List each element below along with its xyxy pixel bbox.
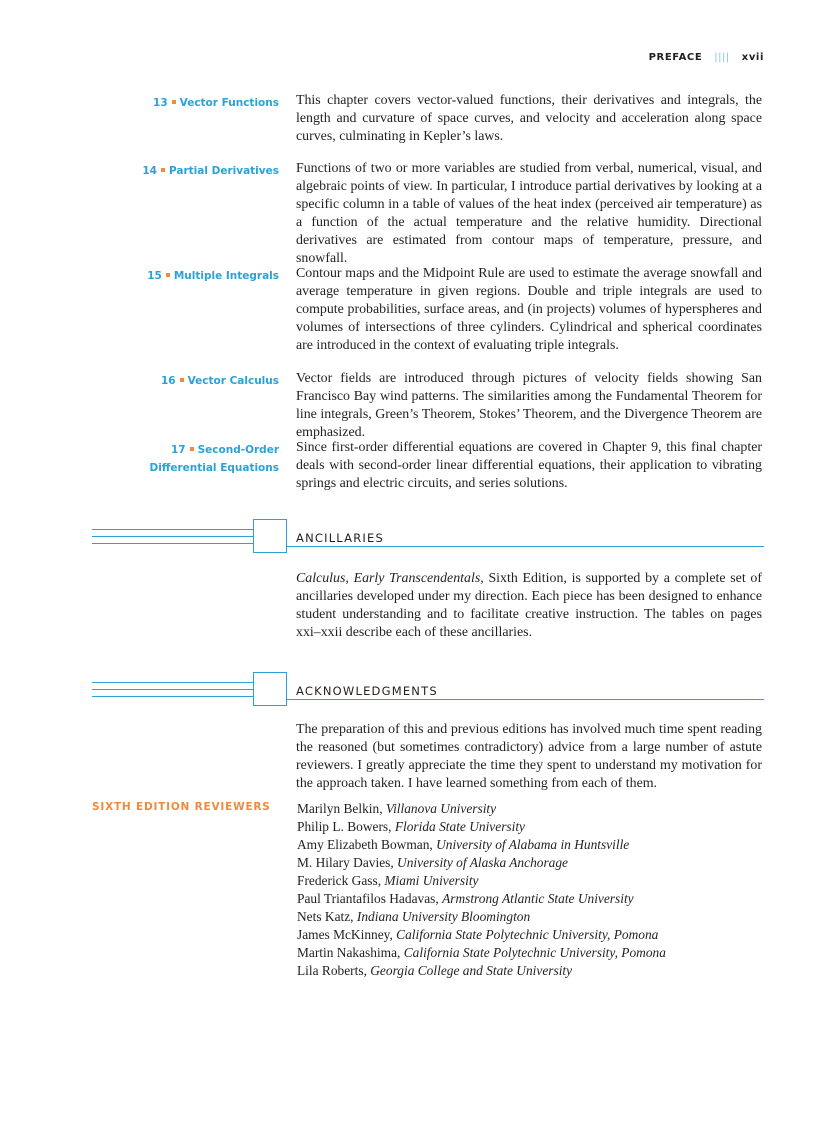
acknowledgments-section-head <box>0 672 816 716</box>
bullet-square-icon <box>166 273 170 277</box>
decorative-box <box>253 672 287 706</box>
reviewer-name: Lila Roberts, <box>297 963 371 978</box>
reviewer-affiliation: Florida State University <box>394 819 525 834</box>
reviewer-name: M. Hilary Davies, <box>297 855 398 870</box>
reviewer-entry <box>297 944 666 962</box>
bullet-square-icon <box>180 378 184 382</box>
chapter-number: 13 <box>153 97 168 109</box>
acknowledgments-paragraph: The preparation of this and previous editions has involved much time spent reading the reasoned (but sometimes contradictory) advice from a large number of astute reviewers. I greatly appreciate the time they spent to understand my motivation for the approach taken. I have learned something from each of them. <box>296 722 762 791</box>
reviewer-entry <box>297 800 666 818</box>
chapter-label <box>147 267 279 285</box>
section-title: ANCILLARIES <box>296 531 384 545</box>
ancillaries-text: Sixth Edition, is supported by a complete set of ancillaries developed under my direction. Each piece has been designed to enhance student understanding and to facilitate creative instruction. The tables on pages xxi–xxii describe each of these ancillaries. <box>296 571 762 640</box>
reviewer-name: Philip L. Bowers, <box>297 819 395 834</box>
reviewer-entry <box>297 818 666 836</box>
reviewer-name: Frederick Gass, <box>297 873 385 888</box>
reviewer-name: James McKinney, <box>297 927 397 942</box>
reviewer-name: Amy Elizabeth Bowman, <box>297 837 437 852</box>
section-title: ACKNOWLEDGMENTS <box>296 684 438 698</box>
chapter-title: Partial Derivatives <box>168 165 279 177</box>
chapter-label <box>142 162 279 180</box>
reviewer-affiliation: California State Polytechnic University, Pomona <box>403 945 666 960</box>
reviewer-name: Marilyn Belkin, <box>297 801 386 816</box>
heading-rule <box>286 699 764 700</box>
reviewer-entry <box>297 908 666 926</box>
bullet-square-icon <box>172 100 176 104</box>
decorative-rules <box>92 529 254 550</box>
chapter-description: Functions of two or more variables are studied from verbal, numerical, visual, and algebraic points of view. In particular, I introduce partial derivatives by looking at a specific column in a table of values of the heat index (perceived air temperature) as a function of the actual temperature and the relative humidity. Directional derivatives are estimated from contour maps of temperature, pressure, and snowfall. <box>296 161 762 266</box>
chapter-title: Multiple Integrals <box>173 270 279 282</box>
chapter-description: Since first-order differential equations are covered in Chapter 9, this final chapter deals with second-order linear differential equations, their application to vibrating springs and electric circuits, and series solutions. <box>296 440 762 491</box>
chapter-number: 15 <box>147 270 162 282</box>
header-bars-ornament: |||| <box>714 52 730 63</box>
reviewer-affiliation: California State Polytechnic University, Pomona <box>396 927 659 942</box>
chapter-label <box>161 372 279 390</box>
reviewer-affiliation: Villanova University <box>385 801 497 816</box>
reviewer-affiliation: Armstrong Atlantic State University <box>442 891 634 906</box>
chapter-label <box>150 441 279 477</box>
book-title: Calculus, Early Transcendentals, <box>296 571 484 586</box>
chapter-title-line2: Differential Equations <box>149 462 279 474</box>
chapter-description: This chapter covers vector-valued functions, their derivatives and integrals, the length and curvature of space curves, and velocity and acceleration along space curves, culminating in Kepler’s laws. <box>296 93 762 144</box>
chapter-number: 14 <box>142 165 157 177</box>
reviewer-name: Martin Nakashima, <box>297 945 404 960</box>
decorative-rules <box>92 682 254 703</box>
ancillaries-section-head <box>0 519 816 563</box>
chapter-label <box>153 94 279 112</box>
reviewer-name: Paul Triantafilos Hadavas, <box>297 891 443 906</box>
running-header <box>649 52 764 63</box>
chapter-title: Second-Order <box>197 444 279 456</box>
reviewer-affiliation: Miami University <box>384 873 479 888</box>
reviewer-affiliation: Georgia College and State University <box>370 963 573 978</box>
page-number: xvii <box>741 52 764 63</box>
chapter-title: Vector Calculus <box>187 375 279 387</box>
reviewer-entry <box>297 872 666 890</box>
chapter-description: Contour maps and the Midpoint Rule are used to estimate the average snowfall and average temperature in given regions. Double and triple integrals are used to compute probabilities, surface areas, and (in projects) volumes of hyperspheres and volumes of intersections of three cylinders. Cylindrical and spherical coordinates are introduced in the context of evaluating triple integrals. <box>296 266 762 353</box>
reviewers-label: SIXTH EDITION REVIEWERS <box>92 801 271 813</box>
heading-rule <box>286 546 764 547</box>
reviewer-entry <box>297 854 666 872</box>
decorative-box <box>253 519 287 553</box>
reviewer-name: Nets Katz, <box>297 909 357 924</box>
reviewer-entry <box>297 836 666 854</box>
chapter-number: 16 <box>160 375 176 387</box>
reviewer-list <box>297 800 666 980</box>
reviewer-entry <box>297 926 666 944</box>
reviewer-affiliation: University of Alabama in Huntsville <box>436 837 630 852</box>
reviewer-affiliation: Indiana University Bloomington <box>356 909 531 924</box>
reviewer-affiliation: University of Alaska Anchorage <box>397 855 568 870</box>
reviewer-entry <box>297 890 666 908</box>
bullet-square-icon <box>190 447 194 451</box>
chapter-title: Vector Functions <box>179 97 279 109</box>
chapter-description: Vector fields are introduced through pictures of velocity fields showing San Francisco Bay wind patterns. The similarities among the Fundamental Theorem for line integrals, Green’s Theorem, Stokes’ Theorem, and the Divergence Theorem are emphasized. <box>296 371 762 440</box>
bullet-square-icon <box>161 168 165 172</box>
header-section: PREFACE <box>648 52 703 63</box>
reviewer-entry <box>297 962 666 980</box>
ancillaries-paragraph <box>296 570 762 642</box>
chapter-number: 17 <box>170 444 186 456</box>
